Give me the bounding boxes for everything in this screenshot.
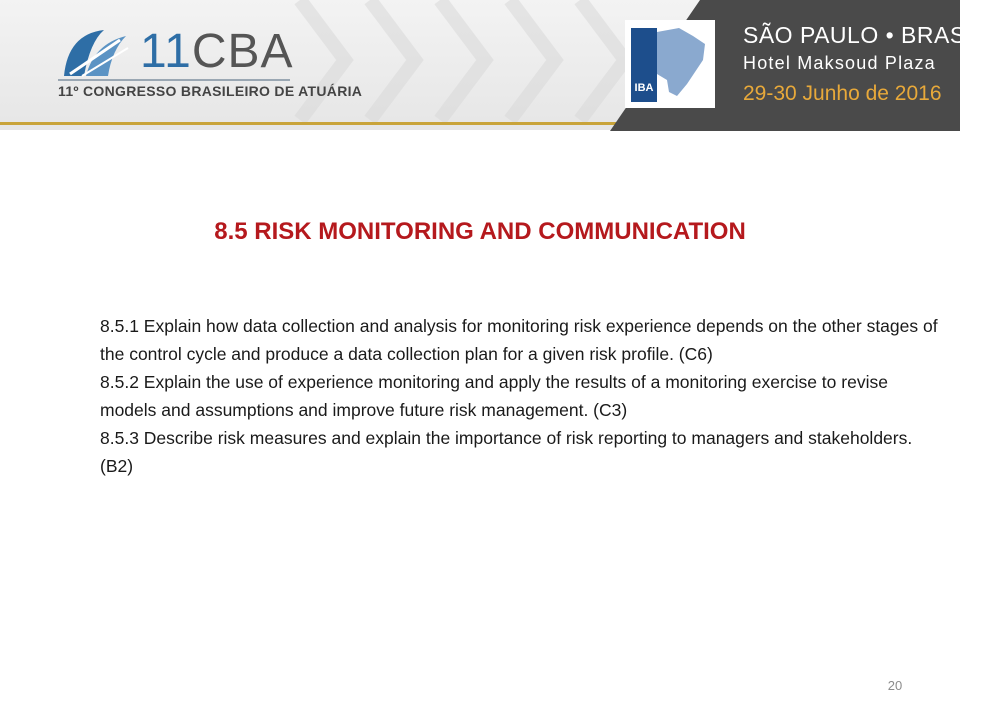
slide-body bbox=[100, 312, 942, 480]
learning-objective: 8.5.1 Explain how data collection and analysis for monitoring risk experience depends on the other stages of the control cycle and produce a data collection plan for a given risk profile. (C6) bbox=[100, 316, 938, 364]
event-city: SÃO PAULO • BRASIL bbox=[743, 22, 986, 48]
learning-objective: 8.5.2 Explain the use of experience monitoring and apply the results of a monitoring exercise to revise models and assumptions and improve future risk management. (C3) bbox=[100, 372, 888, 420]
event-dates: 29-30 Junho de 2016 bbox=[743, 82, 942, 105]
logo-letters: CBA bbox=[191, 25, 294, 78]
iba-label: IBA bbox=[634, 82, 654, 94]
logo-subtitle: 11º CONGRESSO BRASILEIRO DE ATUÁRIA bbox=[58, 83, 363, 99]
header-pattern bbox=[300, 0, 660, 130]
learning-objective: 8.5.3 Describe risk measures and explain the importance of risk reporting to managers and stakeholders. (B2) bbox=[100, 428, 913, 476]
page-number: 20 bbox=[887, 678, 903, 693]
cba-logo-icon bbox=[60, 26, 132, 78]
iba-logo bbox=[625, 20, 715, 108]
header-accent-line bbox=[0, 122, 620, 125]
slide-title: 8.5 RISK MONITORING AND COMMUNICATION bbox=[214, 218, 746, 245]
logo-number: 11 bbox=[140, 25, 192, 78]
event-venue: Hotel Maksoud Plaza bbox=[743, 53, 936, 73]
logo-title bbox=[140, 25, 294, 78]
logo-divider bbox=[58, 79, 290, 81]
